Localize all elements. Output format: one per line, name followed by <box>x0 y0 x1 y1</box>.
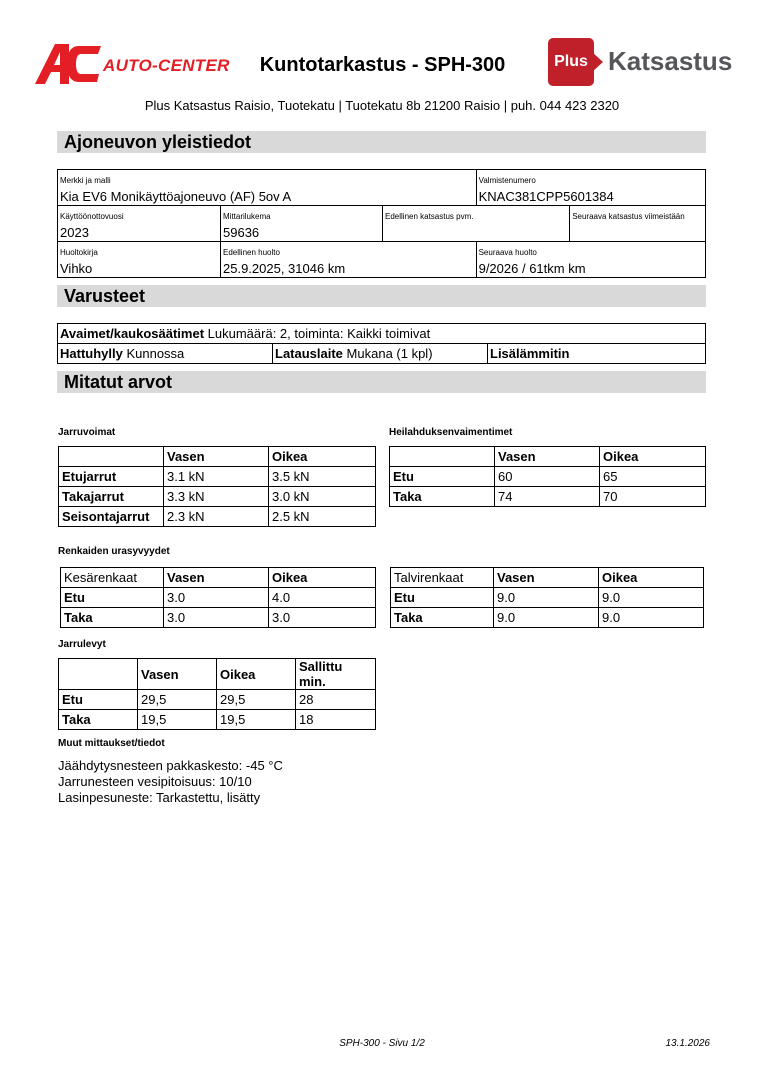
service-book-value: Vihko <box>60 261 93 276</box>
discs-header-2: Oikea <box>217 659 296 690</box>
last-service-cell <box>221 242 477 278</box>
service-book-label: Huoltokirja <box>60 248 98 257</box>
winter-cell: Taka <box>391 608 494 628</box>
heater-cell <box>488 344 706 364</box>
discs-cell: Taka <box>59 710 138 730</box>
summer-cell: Etu <box>61 588 164 608</box>
table-row <box>390 447 706 467</box>
winter-header-1: Vasen <box>494 568 599 588</box>
summer-cell: 3.0 <box>269 608 376 628</box>
summer-header-0: Kesärenkaat <box>61 568 164 588</box>
summer-cell: Taka <box>61 608 164 628</box>
winter-tires-table <box>390 567 704 628</box>
shocks-cell: 60 <box>495 467 600 487</box>
shocks-header-1: Vasen <box>495 447 600 467</box>
shocks-cell: 70 <box>600 487 706 507</box>
summer-header-2: Oikea <box>269 568 376 588</box>
tires-title: Renkaiden urasyvyydet <box>58 546 170 557</box>
plus-logo-arrow-icon <box>592 52 603 72</box>
charger-cell <box>273 344 488 364</box>
summer-cell: 3.0 <box>164 608 269 628</box>
shelf-value: Kunnossa <box>126 346 185 361</box>
table-row <box>59 659 376 690</box>
table-row <box>59 507 376 527</box>
discs-cell: 29,5 <box>217 690 296 710</box>
shocks-cell: 74 <box>495 487 600 507</box>
shocks-cell: Taka <box>390 487 495 507</box>
table-row <box>58 242 706 278</box>
brakes-cell: Etujarrut <box>59 467 164 487</box>
brakes-cell: 3.3 kN <box>164 487 269 507</box>
table-row <box>390 487 706 507</box>
section-general <box>57 131 706 153</box>
first-use-value: 2023 <box>60 225 89 240</box>
shelf-cell <box>58 344 273 364</box>
last-inspection-cell <box>383 206 570 242</box>
shocks-header-0 <box>390 447 495 467</box>
last-service-label: Edellinen huolto <box>223 248 280 257</box>
discs-cell: 28 <box>296 690 376 710</box>
next-inspection-label: Seuraava katsastus viimeistään <box>572 212 685 221</box>
table-row <box>59 710 376 730</box>
next-service-value: 9/2026 / 61tkm km <box>478 261 586 276</box>
table-row <box>61 608 376 628</box>
next-inspection-cell <box>570 206 706 242</box>
winter-header-0: Talvirenkaat <box>391 568 494 588</box>
brakes-cell: 3.1 kN <box>164 467 269 487</box>
section-equipment <box>57 285 706 307</box>
brakes-header-1: Vasen <box>164 447 269 467</box>
brakes-cell: 3.5 kN <box>269 467 376 487</box>
brakes-cell: 2.5 kN <box>269 507 376 527</box>
next-service-label: Seuraava huolto <box>478 248 537 257</box>
summer-cell: 4.0 <box>269 588 376 608</box>
brakes-cell: 3.0 kN <box>269 487 376 507</box>
other-notes <box>58 758 283 806</box>
discs-table <box>58 658 376 730</box>
section-measured <box>57 371 706 393</box>
heater-label: Lisälämmitin <box>490 346 570 361</box>
shocks-header-2: Oikea <box>600 447 706 467</box>
winter-cell: Etu <box>391 588 494 608</box>
make-model-value: Kia EV6 Monikäyttöajoneuvo (AF) 5ov A <box>60 189 292 204</box>
summer-tires-table <box>60 567 376 628</box>
table-row <box>59 447 376 467</box>
discs-cell: Etu <box>59 690 138 710</box>
brakes-header-0 <box>59 447 164 467</box>
other-line: Lasinpesuneste: Tarkastettu, lisätty <box>58 790 261 805</box>
winter-cell: 9.0 <box>599 608 704 628</box>
discs-cell: 29,5 <box>138 690 217 710</box>
auto-center-logo-text: AUTO-CENTER <box>103 56 230 75</box>
table-row <box>391 588 704 608</box>
table-row <box>59 467 376 487</box>
table-row <box>58 324 706 344</box>
table-row <box>390 467 706 487</box>
table-row <box>59 487 376 507</box>
winter-cell: 9.0 <box>599 588 704 608</box>
winter-cell: 9.0 <box>494 588 599 608</box>
discs-cell: 19,5 <box>217 710 296 730</box>
vin-label: Valmistenumero <box>478 176 536 185</box>
table-row <box>391 608 704 628</box>
odometer-cell <box>221 206 383 242</box>
footer-date: 13.1.2026 <box>665 1038 710 1049</box>
section-general-title: Ajoneuvon yleistiedot <box>64 132 252 152</box>
table-row <box>61 588 376 608</box>
plus-logo-word: Katsastus <box>608 46 733 76</box>
equipment-table <box>57 323 706 364</box>
auto-center-logo <box>35 44 230 86</box>
keys-value: Lukumäärä: 2, toiminta: Kaikki toimivat <box>207 326 431 341</box>
plus-katsastus-logo <box>548 38 733 90</box>
discs-title: Jarrulevyt <box>58 639 106 650</box>
winter-cell: 9.0 <box>494 608 599 628</box>
general-info-table <box>57 169 706 278</box>
document-title: Kuntotarkastus - SPH-300 <box>259 54 506 76</box>
brakes-cell: Takajarrut <box>59 487 164 507</box>
footer-page: SPH-300 - Sivu 1/2 <box>339 1038 425 1049</box>
table-row <box>58 206 706 242</box>
shocks-cell: 65 <box>600 467 706 487</box>
section-equipment-title: Varusteet <box>64 286 146 306</box>
odometer-label: Mittarilukema <box>223 212 271 221</box>
make-model-cell <box>58 170 477 206</box>
odometer-value: 59636 <box>223 225 260 240</box>
charger-value: Mukana (1 kpl) <box>346 346 433 361</box>
summer-header-1: Vasen <box>164 568 269 588</box>
shelf-label: Hattuhylly <box>60 346 123 361</box>
shocks-title: Heilahduksenvaimentimet <box>389 427 513 438</box>
keys-cell <box>58 324 706 344</box>
other-title: Muut mittaukset/tiedot <box>58 738 165 749</box>
table-row <box>391 568 704 588</box>
discs-header-1: Vasen <box>138 659 217 690</box>
brakes-cell: Seisontajarrut <box>59 507 164 527</box>
table-row <box>61 568 376 588</box>
auto-center-logo-mark <box>35 44 101 84</box>
brakes-table <box>58 446 376 527</box>
brakes-header-2: Oikea <box>269 447 376 467</box>
brakes-title: Jarruvoimat <box>58 427 116 438</box>
other-line: Jäähdytysnesteen pakkaskesto: -45 °C <box>58 758 283 773</box>
plus-logo-box: Plus <box>548 38 594 86</box>
last-service-value: 25.9.2025, 31046 km <box>223 261 346 276</box>
next-service-cell <box>476 242 705 278</box>
summer-cell: 3.0 <box>164 588 269 608</box>
discs-header-3: Sallittu min. <box>296 659 376 690</box>
station-address: Plus Katsastus Raisio, Tuotekatu | Tuotekatu 8b 21200 Raisio | puh. 044 423 2320 <box>144 98 620 113</box>
discs-cell: 18 <box>296 710 376 730</box>
vin-value: KNAC381CPP5601384 <box>478 189 614 204</box>
shocks-cell: Etu <box>390 467 495 487</box>
brakes-cell: 2.3 kN <box>164 507 269 527</box>
shocks-table <box>389 446 706 507</box>
table-row <box>58 170 706 206</box>
table-row <box>59 690 376 710</box>
charger-label: Latauslaite <box>275 346 343 361</box>
make-model-label: Merkki ja malli <box>60 176 111 185</box>
last-inspection-label: Edellinen katsastus pvm. <box>385 212 474 221</box>
table-row <box>58 344 706 364</box>
section-measured-title: Mitatut arvot <box>64 372 172 392</box>
discs-header-0 <box>59 659 138 690</box>
winter-header-2: Oikea <box>599 568 704 588</box>
first-use-cell <box>58 206 221 242</box>
first-use-label: Käyttöönottovuosi <box>60 212 124 221</box>
discs-cell: 19,5 <box>138 710 217 730</box>
keys-label: Avaimet/kaukosäätimet <box>60 326 205 341</box>
other-line: Jarrunesteen vesipitoisuus: 10/10 <box>58 774 252 789</box>
vin-cell <box>476 170 705 206</box>
service-book-cell <box>58 242 221 278</box>
